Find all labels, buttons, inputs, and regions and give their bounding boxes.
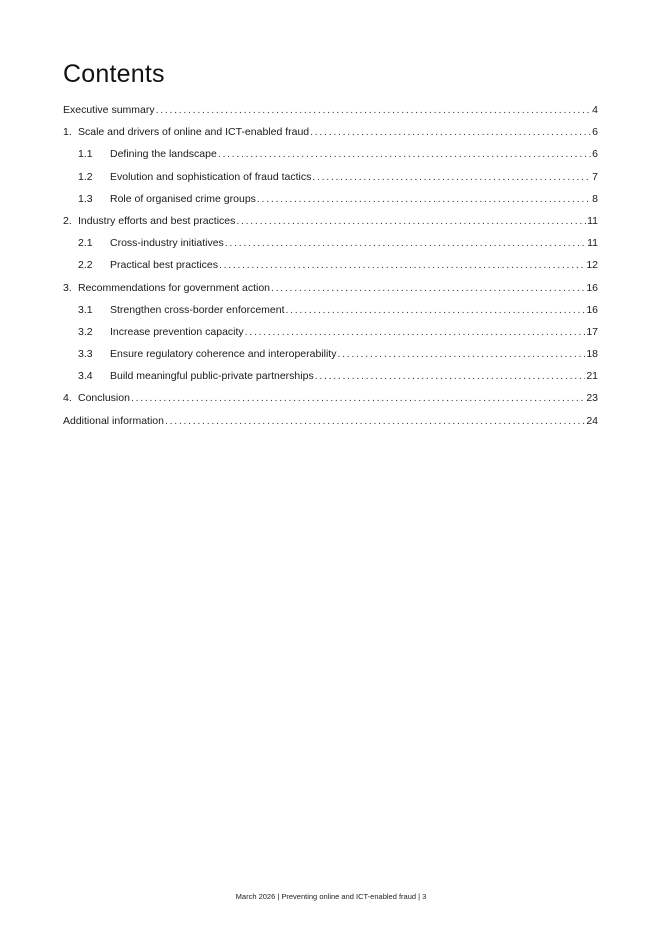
toc-entry-page: 16 (586, 303, 598, 316)
toc-entry-section-3-3[interactable] (63, 345, 598, 367)
toc-entry-page: 12 (586, 259, 598, 272)
toc-leader-dots (225, 234, 586, 252)
toc-entry-page: 11 (587, 214, 598, 227)
toc-entry-number: 2.1 (78, 237, 93, 250)
toc-leader-dots (271, 279, 585, 297)
toc-entry-label: Scale and drivers of online and ICT-enabled fraud (78, 126, 310, 139)
toc-entry-number: 3.3 (78, 348, 93, 361)
page-title: Contents (63, 60, 165, 88)
toc-entry-section-3-2[interactable] (63, 323, 598, 345)
toc-leader-dots (218, 145, 591, 163)
toc-entry-page: 6 (592, 126, 598, 139)
toc-entry-label: Ensure regulatory coherence and interoperability (110, 348, 337, 361)
toc-leader-dots (165, 412, 585, 430)
toc-leader-dots (156, 101, 592, 119)
toc-entry-executive-summary[interactable] (63, 101, 598, 123)
toc-entry-number: 3.2 (78, 325, 93, 338)
toc-entry-label: Cross-industry initiatives (110, 237, 224, 250)
toc-entry-number: 2.2 (78, 259, 93, 272)
table-of-contents (63, 101, 598, 434)
toc-leader-dots (236, 212, 586, 230)
toc-entry-page: 16 (586, 281, 598, 294)
toc-entry-section-3-1[interactable] (63, 301, 598, 323)
toc-entry-label: Executive summary (63, 104, 155, 116)
toc-entry-section-1-3[interactable] (63, 190, 598, 212)
toc-leader-dots (315, 367, 586, 385)
toc-entry-label: Increase prevention capacity (110, 325, 244, 338)
toc-entry-number: 1.1 (78, 148, 93, 161)
toc-entry-label: Practical best practices (110, 259, 218, 272)
toc-leader-dots (310, 123, 591, 141)
toc-entry-section-2-2[interactable] (63, 256, 598, 278)
toc-entry-page: 21 (586, 370, 598, 383)
toc-entry-number: 3.1 (78, 303, 93, 316)
toc-entry-number: 1.2 (78, 170, 93, 183)
toc-entry-label: Conclusion (78, 392, 130, 405)
toc-entry-number: 2. (63, 214, 72, 227)
page-footer: March 2026 | Preventing online and ICT-enabled fraud | 3 (235, 892, 427, 901)
toc-entry-section-2-1[interactable] (63, 234, 598, 256)
toc-entry-page: 4 (592, 104, 598, 116)
toc-entry-page: 17 (586, 325, 598, 338)
toc-entry-label: Strengthen cross-border enforcement (110, 303, 285, 316)
toc-leader-dots (257, 190, 591, 208)
toc-entry-number: 3. (63, 281, 72, 294)
toc-entry-number: 3.4 (78, 370, 93, 383)
toc-leader-dots (245, 323, 586, 341)
toc-entry-label: Evolution and sophistication of fraud tactics (110, 170, 312, 183)
toc-entry-page: 7 (592, 170, 598, 183)
toc-leader-dots (337, 345, 585, 363)
toc-entry-number: 1.3 (78, 192, 93, 205)
toc-entry-label: Role of organised crime groups (110, 192, 256, 205)
toc-entry-section-3-4[interactable] (63, 367, 598, 389)
toc-entry-number: 4. (63, 392, 72, 405)
toc-entry-label: Industry efforts and best practices (78, 214, 236, 227)
toc-entry-page: 18 (586, 348, 598, 361)
toc-entry-label: Additional information (63, 414, 164, 427)
toc-entry-section-3[interactable] (63, 279, 598, 301)
toc-entry-section-1-1[interactable] (63, 145, 598, 167)
toc-entry-number: 1. (63, 126, 72, 139)
toc-entry-additional-information[interactable] (63, 412, 598, 434)
toc-entry-page: 23 (586, 392, 598, 405)
toc-leader-dots (219, 256, 585, 274)
toc-entry-section-1[interactable] (63, 123, 598, 145)
toc-entry-page: 11 (587, 237, 598, 250)
toc-entry-page: 6 (592, 148, 598, 161)
toc-entry-section-1-2[interactable] (63, 168, 598, 190)
toc-leader-dots (131, 389, 585, 407)
toc-leader-dots (312, 168, 591, 186)
toc-entry-page: 8 (592, 192, 598, 205)
toc-entry-label: Defining the landscape (110, 148, 217, 161)
toc-entry-label: Recommendations for government action (78, 281, 271, 294)
toc-leader-dots (286, 301, 586, 319)
toc-entry-label: Build meaningful public-private partnerships (110, 370, 314, 383)
toc-entry-page: 24 (586, 414, 598, 427)
toc-entry-section-4[interactable] (63, 389, 598, 411)
toc-entry-section-2[interactable] (63, 212, 598, 234)
